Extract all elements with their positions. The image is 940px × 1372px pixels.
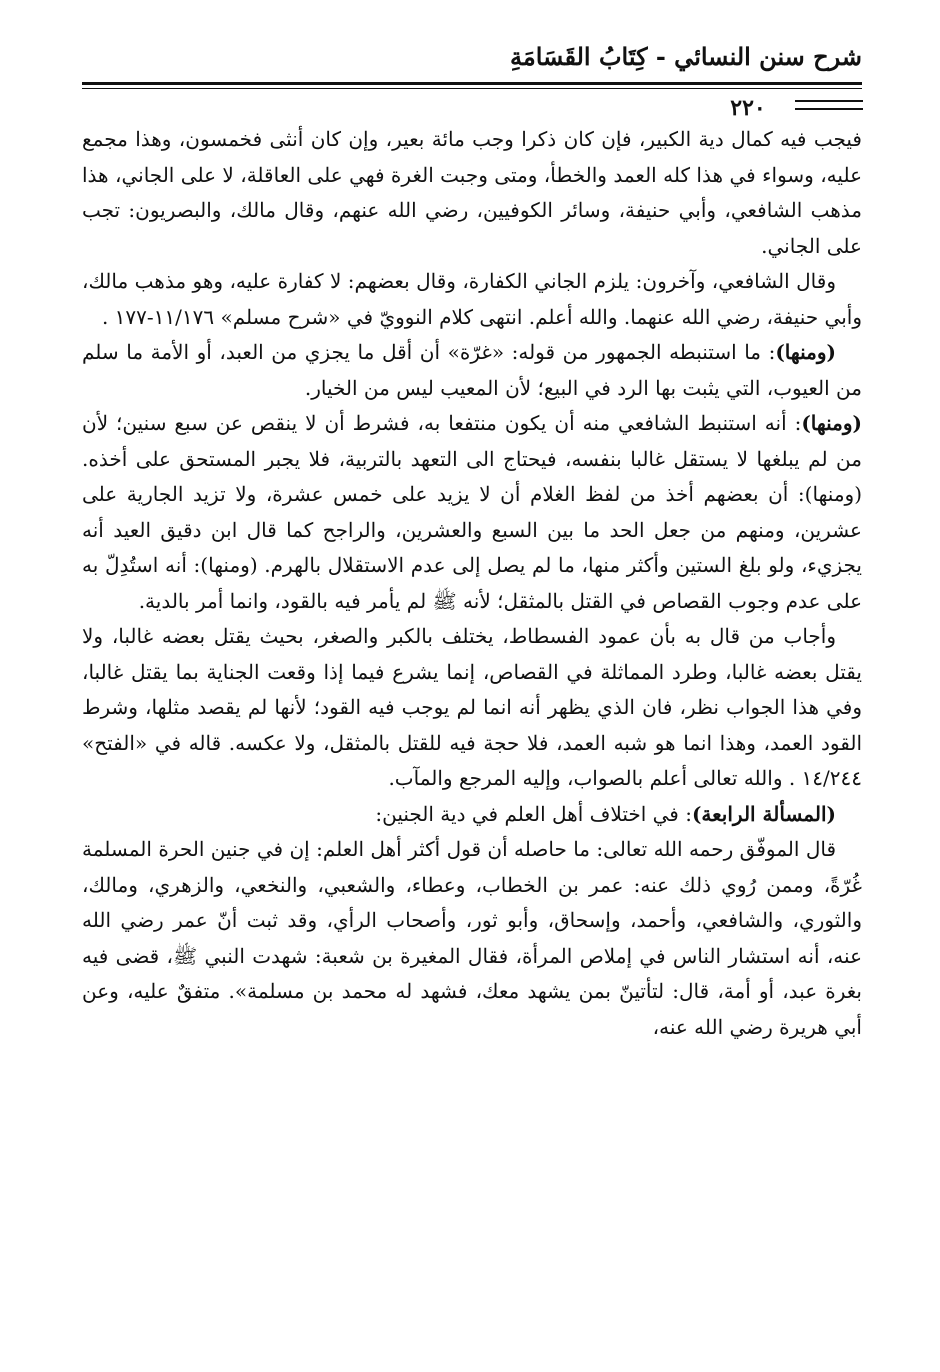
running-header-title: شرح سنن النسائي - كِتَابُ القَسَامَةِ <box>510 42 862 71</box>
paragraph-7 <box>82 832 862 1045</box>
page-number-line-top <box>795 100 863 102</box>
paragraph-text: وقال الشافعي، وآخرون: يلزم الجاني الكفارة، وقال بعضهم: لا كفارة عليه، وهو مذهب مالك، وأبي حنيفة، رضي الله عنهما. والله أعلم. انتهى كلام النوويّ في «شرح مسلم» ١١/١٧٦-١٧٧ . <box>82 269 862 329</box>
paragraph-lead: (ومنها) <box>801 411 862 435</box>
paragraph-2 <box>82 264 862 335</box>
paragraph-text: : في اختلاف أهل العلم في دية الجنين: <box>375 801 692 826</box>
paragraph-5 <box>82 619 862 797</box>
paragraph-1 <box>82 122 862 264</box>
page-number: ٢٢٠ <box>730 95 766 121</box>
paragraph-text: وأجاب من قال به بأن عمود الفسطاط، يختلف بالكبر والصغر، بحيث يقتل بعضه غالبا، ولا يقتل بعضه غالبا، وطرد المماثلة في القصاص، إنما يشرع فيما إذا وقعت الجناية بما يقتل غالبا، وفي هذا الجواب نظر، فان الذي يظهر أنه انما لم يوجب فيه القود؛ لأنها لم يقصد مثلها، وشرط القود العمد، وهذا انما هو شبه العمد، فلا حجة فيه للقتل بالمثقل، ولا عكسه. قاله في «الفتح» ١٤/٢٤٤ . والله تعالى أعلم بالصواب، وإليه المرجع والمآب. <box>82 624 862 790</box>
header-rule-thin <box>82 88 862 89</box>
body-text <box>82 122 862 1045</box>
paragraph-text: : أنه استنبط الشافعي منه أن يكون منتفعا به، فشرط أن لا ينقص عن سبع سنين؛ لأن من لم يبلغها لا يستقل غالبا بنفسه، فيحتاج الى التعهد بالتربية، فلا يجبر المستحق على أخذه. (ومنها): أن بعضهم أخذ من لفظ الغلام أن لا يزيد على خمس عشرة، ولا تزيد الجارية على عشرين، ومنهم من جعل الحد ما بين السبع والعشرين، والراجح كما قال ابن دقيق العيد أنه يجزيء، ولو بلغ الستين وأكثر منها، ما لم يصل إلى عدم الاستقلال بالهرم. (ومنها): أنه استُدِلّ به على عدم وجوب القصاص في القتل بالمثقل؛ لأنه ﷺ لم يأمر فيه بالقود، وانما أمر بالدية. <box>82 411 862 613</box>
paragraph-3 <box>82 335 862 406</box>
page-number-line-bottom <box>795 108 863 110</box>
paragraph-text: : ما استنبطه الجمهور من قوله: «غرّة» أن أقل ما يجزي من العبد، أو الأمة ما سلم من العيوب، التي يثبت بها الرد في البيع؛ لأن المعيب ليس من الخيار. <box>82 340 862 400</box>
paragraph-4 <box>82 406 862 619</box>
paragraph-lead: (المسألة الرابعة) <box>691 801 836 826</box>
paragraph-lead: (ومنها) <box>775 340 836 364</box>
paragraph-text: فيجب فيه كمال دية الكبير، فإن كان ذكرا وجب مائة بعير، وإن كان أنثى فخمسون، وهذا مجمع عليه، وسواء في هذا كله العمد والخطأ، ومتى وجبت الغرة فهي على العاقلة، لا على الجاني، هذا مذهب الشافعي، وأبي حنيفة، وسائر الكوفيين، رضي الله عنهم، وقال مالك، والبصريون: تجب على الجاني. <box>82 127 862 258</box>
header-rule-thick <box>82 82 862 85</box>
paragraph-text: قال الموفّق رحمه الله تعالى: ما حاصله أن قول أكثر أهل العلم: إن في جنين الحرة المسلمة غُرّةً، وممن رُوي ذلك عنه: عمر بن الخطاب، وعطاء، والشعبي، والنخعي، والزهري، ومالك، والثوري، والشافعي، وأحمد، وإسحاق، وأبو ثور، وأصحاب الرأي، وقد ثبت أنّ عمر رضي الله عنه، أنه استشار الناس في إملاص المرأة، فقال المغيرة بن شعبة: شهدت النبي ﷺ، قضى فيه بغرة عبد، أو أمة، قال: لتأتينّ بمن يشهد معك، فشهد له محمد بن مسلمة». متفقٌ عليه، وعن أبي هريرة رضي الله عنه، <box>82 837 862 1039</box>
paragraph-6 <box>82 797 862 833</box>
